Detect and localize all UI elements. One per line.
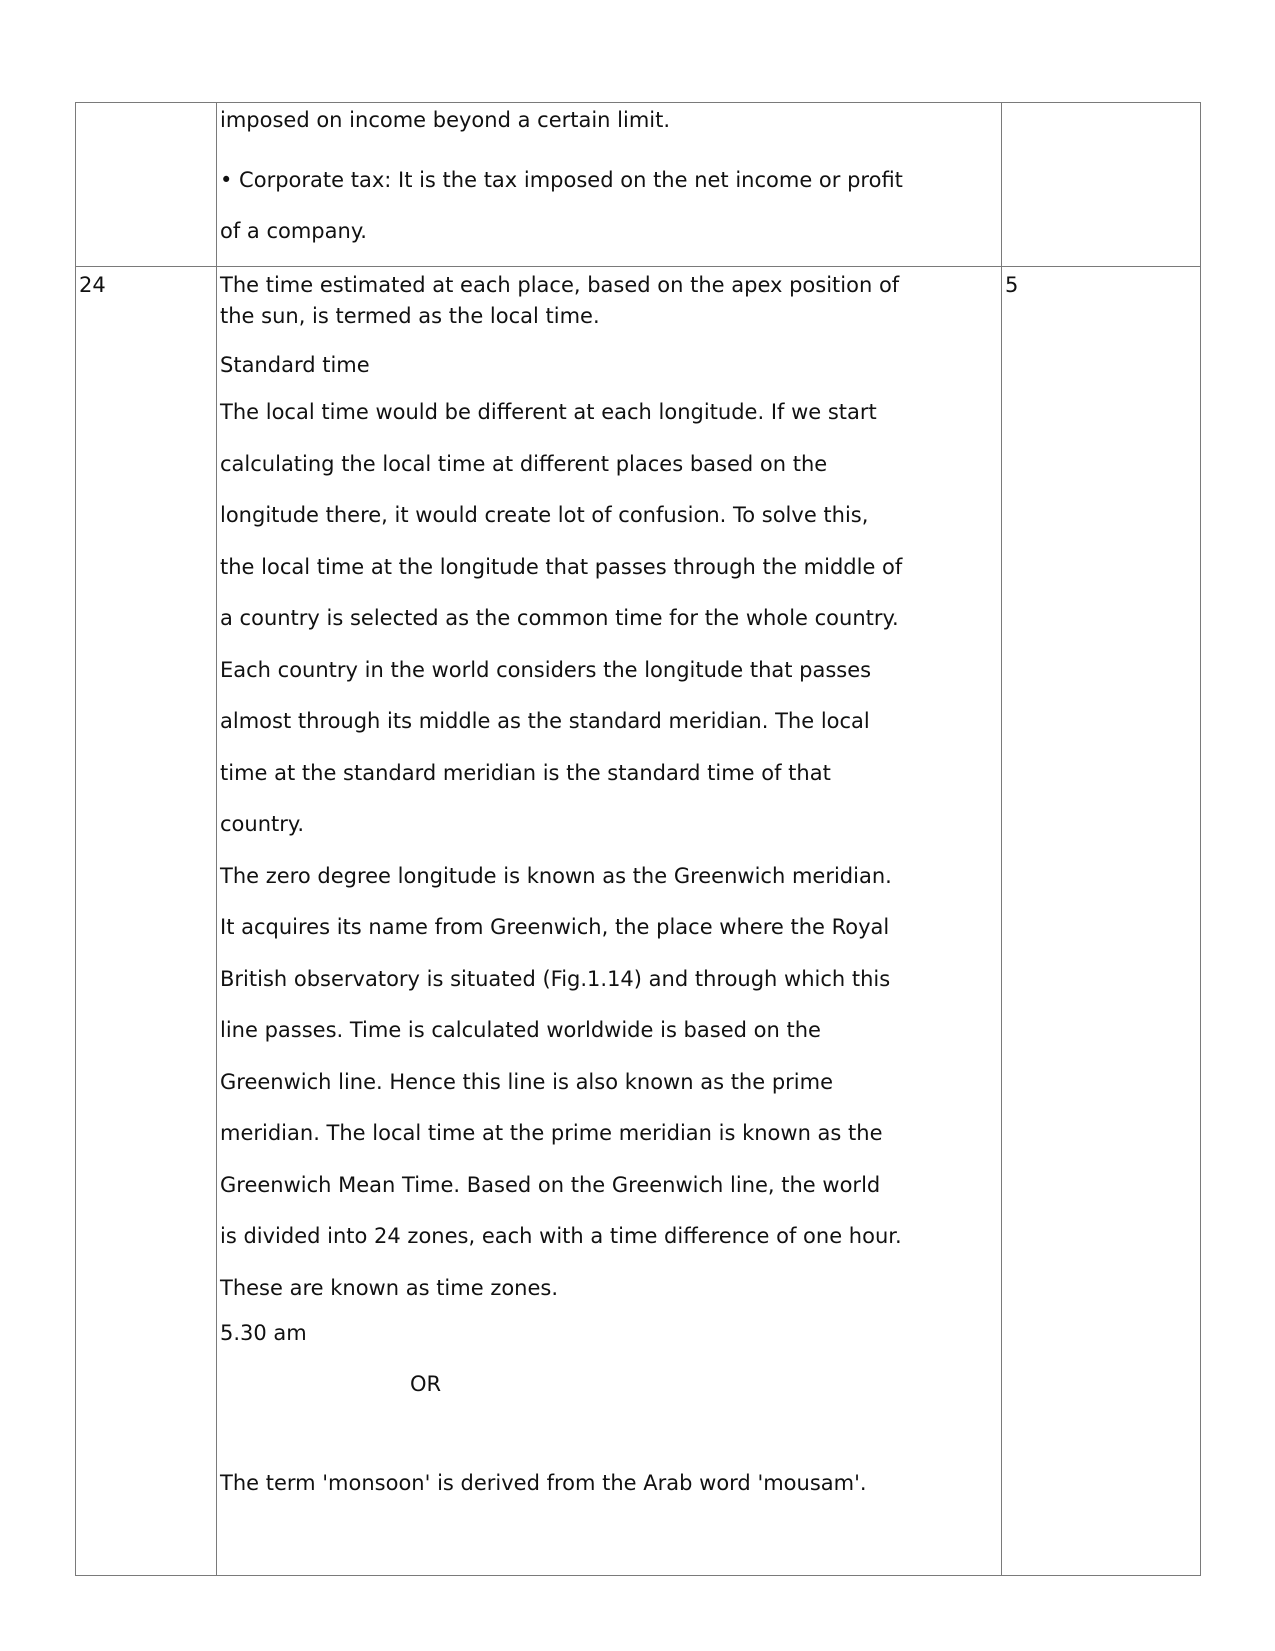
answer-line: The time estimated at each place, based on the apex position of [220, 273, 900, 297]
answer-line: the local time at the longitude that passes through the middle of [220, 554, 903, 579]
answer-line: Greenwich line. Hence this line is also known as the prime [220, 1069, 834, 1094]
answer-line: country. [220, 812, 304, 836]
answer-line: line passes. Time is calculated worldwide is based on the [220, 1018, 821, 1042]
answer-line: The zero degree longitude is known as the Greenwich meridian. [220, 863, 892, 888]
marks-value: 5 [1005, 273, 1019, 297]
answer-line: • Corporate tax: It is the tax imposed on the net income or profit [220, 168, 903, 192]
answer-line: calculating the local time at different places based on the [220, 451, 828, 476]
question-number: 24 [79, 273, 106, 297]
answer-line: Greenwich Mean Time. Based on the Greenwich line, the world [220, 1172, 881, 1197]
answer-cell [217, 103, 1002, 267]
answer-line: Each country in the world considers the longitude that passes [220, 657, 872, 682]
answer-table [75, 102, 1201, 1576]
answer-time: 5.30 am [220, 1321, 307, 1345]
answer-line: of a company. [220, 219, 367, 243]
marks-cell [1002, 103, 1201, 267]
table-row [76, 103, 1201, 267]
document-page [75, 102, 1200, 1575]
marks-cell [1002, 267, 1201, 1576]
answer-line: These are known as time zones. [220, 1275, 559, 1300]
paragraph-greenwich [220, 851, 998, 1315]
answer-cell [217, 267, 1002, 1576]
question-number-cell [76, 103, 217, 267]
or-separator: OR [410, 1372, 442, 1396]
answer-line: It acquires its name from Greenwich, the place where the Royal [220, 915, 890, 939]
answer-line: imposed on income beyond a certain limit. [220, 108, 671, 132]
question-number-cell [76, 267, 217, 1576]
section-heading: Standard time [220, 353, 370, 377]
alternative-answer: The term 'monsoon' is derived from the Arab word 'mousam'. [220, 1471, 867, 1495]
answer-line: the sun, is termed as the local time. [220, 304, 600, 328]
answer-line: longitude there, it would create lot of confusion. To solve this, [220, 503, 869, 527]
answer-line: meridian. The local time at the prime meridian is known as the [220, 1121, 883, 1145]
answer-line: The local time would be different at each longitude. If we start [220, 400, 877, 424]
answer-line: a country is selected as the common time for the whole country. [220, 606, 899, 630]
answer-line: is divided into 24 zones, each with a time difference of one hour. [220, 1224, 902, 1248]
answer-line: time at the standard meridian is the standard time of that [220, 760, 831, 785]
answer-line: almost through its middle as the standard meridian. The local [220, 709, 870, 733]
table-row [76, 267, 1201, 1576]
paragraph-standard-time [220, 387, 998, 851]
answer-line: British observatory is situated (Fig.1.14) and through which this [220, 966, 891, 991]
